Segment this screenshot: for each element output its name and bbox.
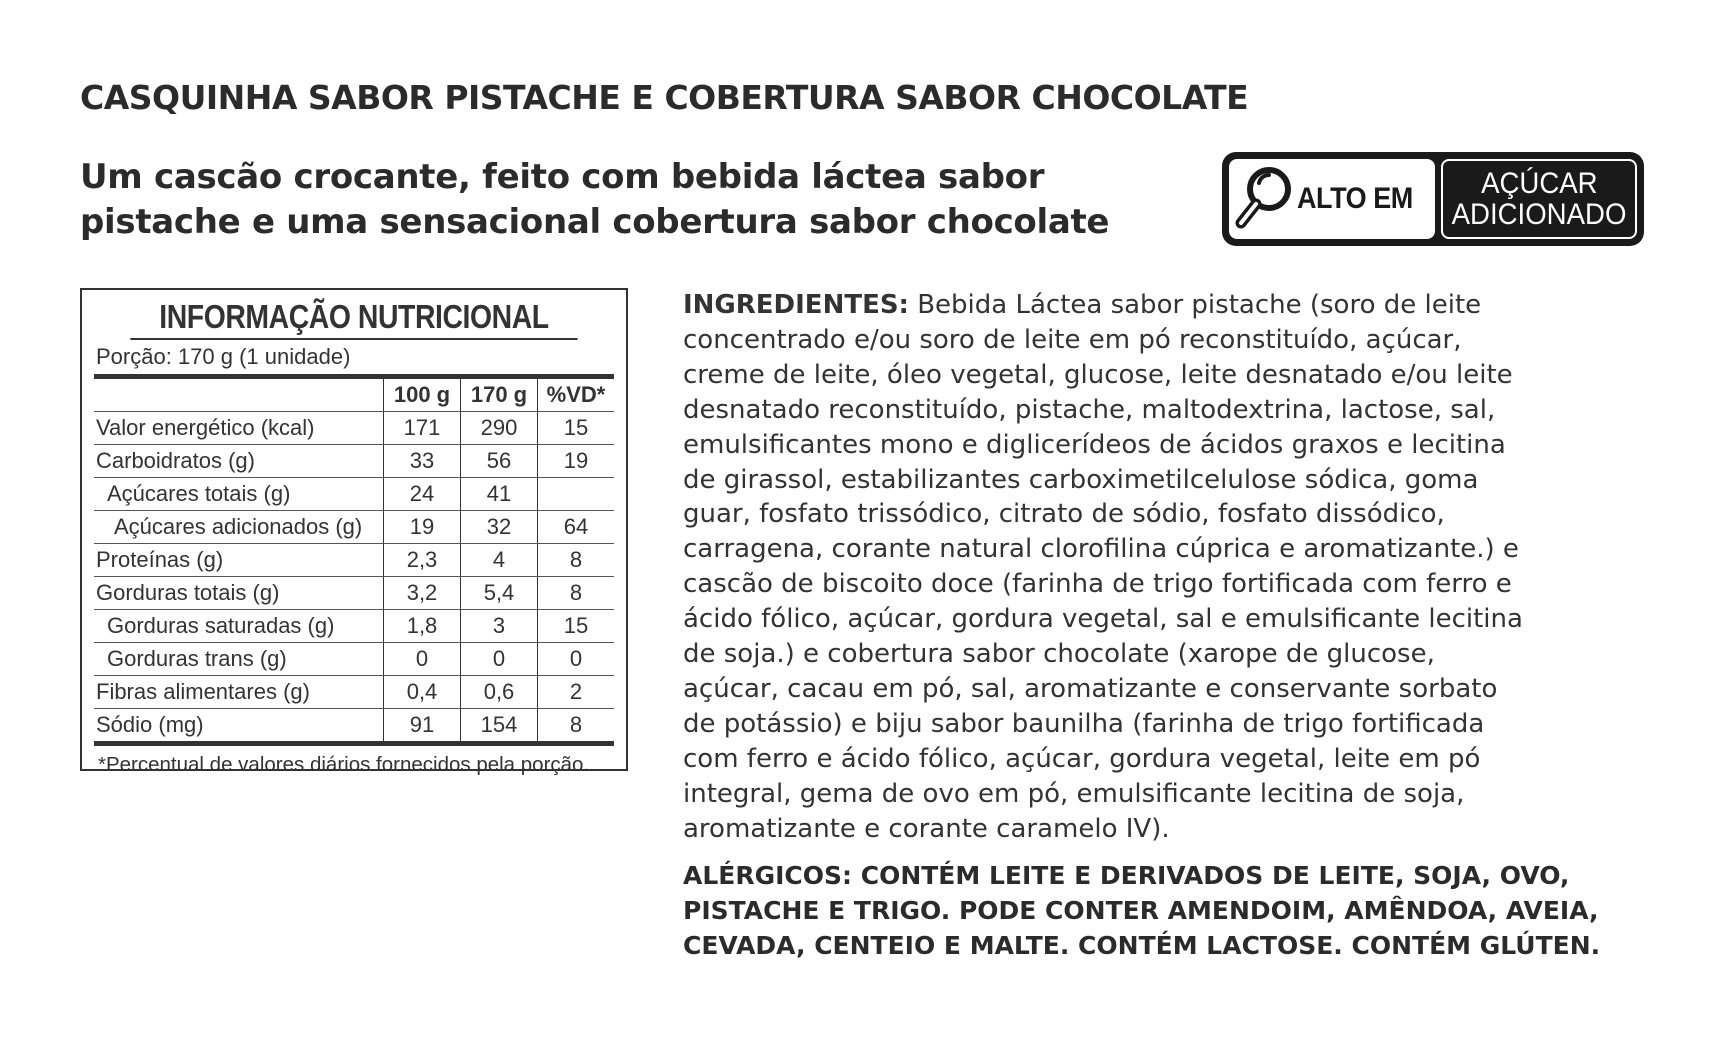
nutrient-label: Valor energético (kcal) [94,412,384,445]
value-170g: 290 [461,412,538,445]
value-100g: 33 [384,445,461,478]
ingredients-line: açúcar, cacau em pó, sal, aromatizante e conservante sorbato [683,673,1498,704]
seal-right-panel [1441,159,1637,239]
value-100g: 19 [384,511,461,544]
value-vd: 15 [538,412,615,445]
ingredients-line: de girassol, estabilizantes carboximetilcelulose sódica, goma [683,464,1479,495]
nutrient-label: Gorduras trans (g) [94,643,384,676]
value-170g: 5,4 [461,577,538,610]
allergen-line: ALÉRGICOS: CONTÉM LEITE E DERIVADOS DE LEITE, SOJA, OVO, [683,861,1570,890]
product-description-line: pistache e uma sensacional cobertura sabor chocolate [80,202,1110,242]
ingredients-line: de soja.) e cobertura sabor chocolate (xarope de glucose, [683,639,1435,670]
ingredients-line: com ferro e ácido fólico, açúcar, gordura vegetal, leite em pó [683,743,1481,774]
value-100g: 1,8 [384,610,461,643]
table-row [94,445,614,478]
high-added-sugar-warning-seal [1222,152,1644,246]
product-description-line: Um cascão crocante, feito com bebida láctea sabor [80,157,1045,197]
value-170g: 32 [461,511,538,544]
column-header-vd: %VD* [538,379,615,412]
product-title: CASQUINHA SABOR PISTACHE E COBERTURA SABOR CHOCOLATE [80,78,1249,117]
value-vd [538,478,615,511]
nutrient-label: Carboidratos (g) [94,445,384,478]
value-170g: 41 [461,478,538,511]
value-170g: 3 [461,610,538,643]
nutrient-label: Açúcares totais (g) [94,478,384,511]
value-100g: 3,2 [384,577,461,610]
nutrient-label: Gorduras totais (g) [94,577,384,610]
value-100g: 0 [384,643,461,676]
value-100g: 91 [384,709,461,744]
serving-size: Porção: 170 g (1 unidade) [94,340,614,379]
allergen-statement [683,858,1643,963]
column-header-170g: 170 g [461,379,538,412]
ingredients-line: aromatizante e corante caramelo IV). [683,813,1170,844]
value-vd: 15 [538,610,615,643]
ingredients-line: carragena, corante natural clorofilina cúprica e aromatizante.) e [683,534,1519,565]
seal-nutrient-line: ADICIONADO [1451,198,1627,231]
ingredients-first-line: Bebida Láctea sabor pistache (soro de leite [908,290,1482,320]
ingredients-line: integral, gema de ovo em pó, emulsificante lecitina de soja, [683,778,1465,809]
ingredients-line: emulsificantes mono e diglicerídeos de ácidos graxos e lecitina [683,429,1506,460]
ingredients-line [683,288,1643,323]
value-vd: 8 [538,544,615,577]
value-100g: 2,3 [384,544,461,577]
nutrient-label: Proteínas (g) [94,544,384,577]
allergen-line: PISTACHE E TRIGO. PODE CONTER AMENDOIM, AMÊNDOA, AVEIA, [683,896,1599,925]
table-row [94,577,614,610]
ingredients-line: cascão de biscoito doce (farinha de trigo fortificada com ferro e [683,569,1512,600]
ingredients-line: creme de leite, óleo vegetal, glucose, leite desnatado e/ou leite [683,359,1513,390]
allergen-line: CEVADA, CENTEIO E MALTE. CONTÉM LACTOSE. CONTÉM GLÚTEN. [683,931,1601,960]
value-vd: 8 [538,709,615,744]
table-row [94,676,614,709]
seal-nutrient-line: AÇÚCAR [1480,167,1598,200]
value-170g: 56 [461,445,538,478]
value-vd: 19 [538,445,615,478]
table-row [94,709,614,744]
table-row [94,643,614,676]
seal-alto-em-text: ALTO EM [1297,182,1413,215]
ingredients-line: desnatado reconstituído, pistache, maltodextrina, lactose, sal, [683,394,1496,425]
value-170g: 0,6 [461,676,538,709]
value-170g: 0 [461,643,538,676]
value-100g: 171 [384,412,461,445]
nutrition-grid [94,379,614,746]
seal-left-panel [1229,159,1435,239]
nutrient-label: Fibras alimentares (g) [94,676,384,709]
column-header-100g: 100 g [384,379,461,412]
nutrition-facts-table [80,288,628,776]
nutrient-label: Açúcares adicionados (g) [94,511,384,544]
table-row [94,511,614,544]
value-100g: 0,4 [384,676,461,709]
value-vd: 0 [538,643,615,676]
ingredients-line: guar, fosfato trissódico, citrato de sódio, fosfato dissódico, [683,499,1445,530]
value-vd: 2 [538,676,615,709]
nutrient-label: Gorduras saturadas (g) [94,610,384,643]
ingredients-label: INGREDIENTES: [683,290,909,320]
table-row [94,478,614,511]
ingredients-list [683,288,1643,847]
ingredients-line: concentrado e/ou soro de leite em pó reconstituído, açúcar, [683,324,1462,355]
value-vd: 8 [538,577,615,610]
table-row [94,412,614,445]
daily-value-footnote: *Percentual de valores diários fornecidos pela porção. [98,753,590,776]
nutrition-header-row [94,379,614,412]
magnifying-glass-icon [1233,161,1295,237]
product-description [80,155,1180,245]
value-170g: 154 [461,709,538,744]
ingredients-line: de potássio) e biju sabor baunilha (farinha de trigo fortificada [683,708,1485,739]
table-row [94,544,614,577]
nutrition-title: INFORMAÇÃO NUTRICIONAL [130,296,577,340]
value-vd: 64 [538,511,615,544]
nutrition-header-empty [94,379,384,412]
value-170g: 4 [461,544,538,577]
nutrient-label: Sódio (mg) [94,709,384,744]
value-100g: 24 [384,478,461,511]
ingredients-line: ácido fólico, açúcar, gordura vegetal, sal e emulsificante lecitina [683,604,1523,635]
table-row [94,610,614,643]
